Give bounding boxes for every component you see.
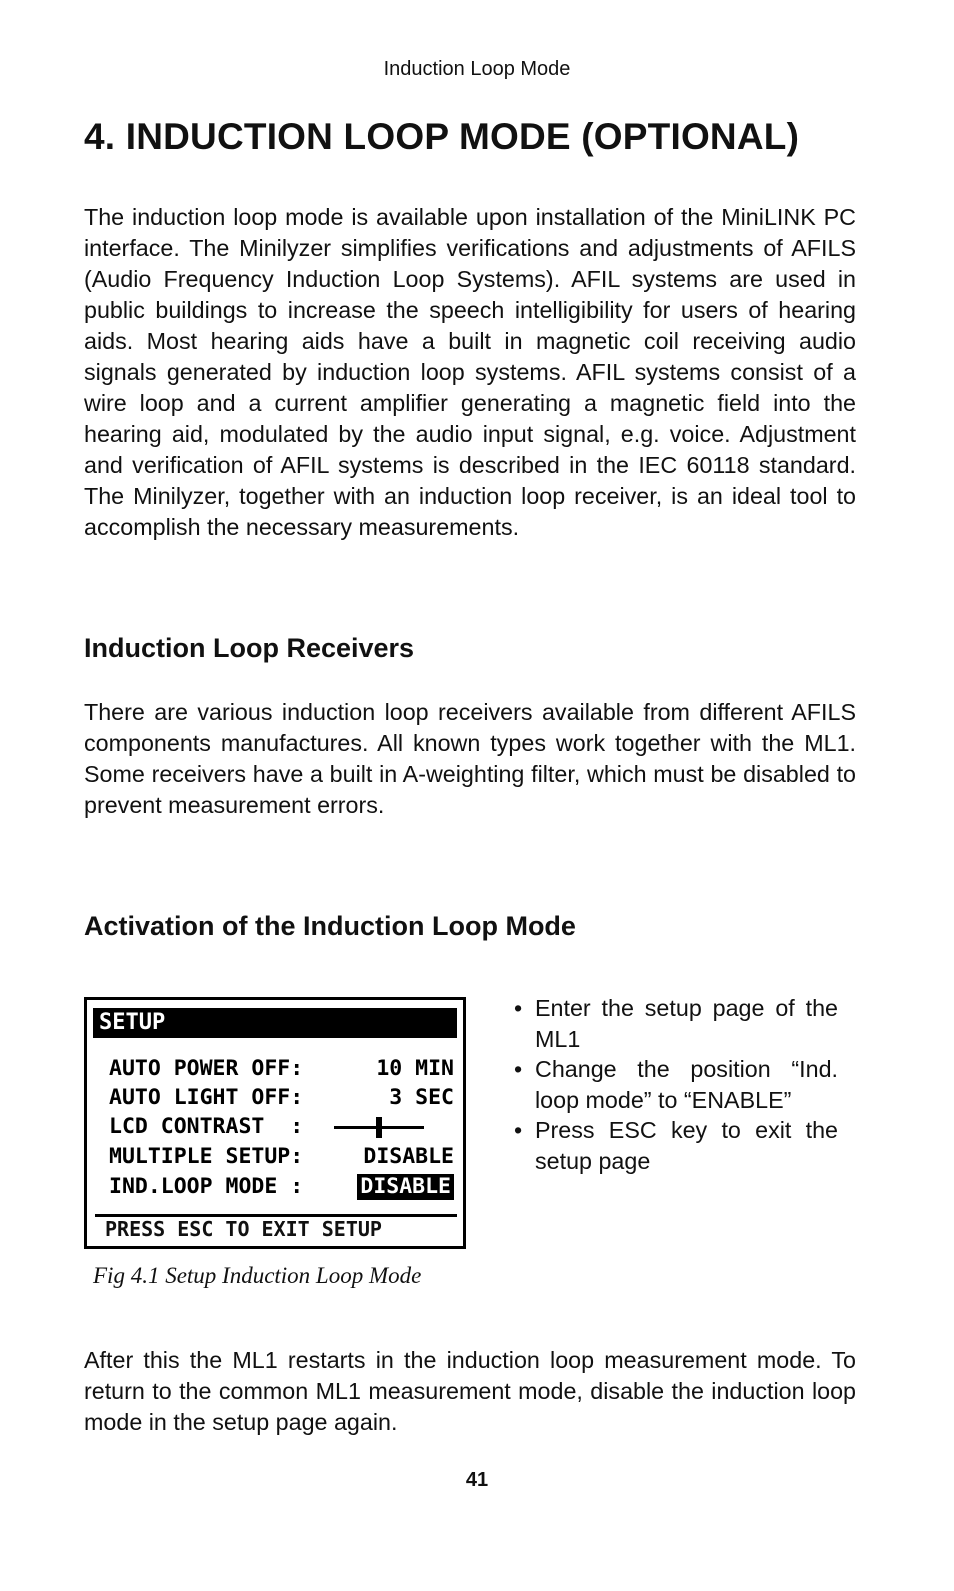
receivers-paragraph: There are various induction loop receivers available from different AFILS components manufactures. All known types work together with the ML1. Some receivers have a built in A-weighting filter, which must be disabled to prevent measurement errors. [84,699,856,818]
lcd-row-auto-light-off [109,1084,454,1112]
receivers-heading: Induction Loop Receivers [84,633,415,663]
page-number: 41 [465,1469,489,1491]
lcd-title-bar: SETUP [93,1008,457,1038]
lcd-row-ind-loop-mode [109,1173,454,1201]
lcd-row-auto-power-off [109,1055,454,1083]
list-item-text: Press ESC key to exit the setup page [535,1117,838,1174]
lcd-footer: PRESS ESC TO EXIT SETUP [105,1217,382,1241]
lcd-row-label: IND.LOOP MODE : [109,1174,304,1199]
lcd-row-multiple-setup [109,1143,454,1171]
bullet-dot: • [514,1056,523,1082]
bullet-dot: • [514,1117,523,1143]
lcd-row-label: LCD CONTRAST : [109,1114,304,1139]
list-item-text: Enter the setup page of the ML1 [535,995,838,1052]
list-item [512,1054,838,1115]
lcd-row-label: AUTO POWER OFF: [109,1056,304,1081]
lcd-row-value: 10 MIN [376,1056,454,1081]
activation-steps [512,993,838,1176]
contrast-slider-knob [376,1117,382,1138]
bullet-dot: • [514,995,523,1021]
chapter-title: 4. INDUCTION LOOP MODE (OPTIONAL) [84,116,800,157]
lcd-row-label: MULTIPLE SETUP: [109,1144,304,1169]
figure-caption: Fig 4.1 Setup Induction Loop Mode [93,1263,422,1288]
intro-paragraph: The induction loop mode is available upon installation of the MiniLINK PC interface. The Minilyzer simplifies verifications and adjustments of AFILS (Audio Frequency Induction Loop Systems). AFIL systems are used in public buildings to increase the speech intelligibility for users of hearing aids. Most hearing aids have a built in magnetic coil receiving audio signals generated by induction loop systems. AFIL systems consist of a wire loop and a current amplifier generating a magnetic field into the hearing aid, modulated by the audio input signal, e.g. voice. Adjustment and verification of AFIL systems is described in the IEC 60118 standard. The Minilyzer, together with an induction loop receiver, is an ideal tool to accomplish the necessary measurements. [84,204,856,540]
lcd-row-lcd-contrast [109,1113,454,1141]
setup-lcd-screen [84,997,466,1249]
lcd-row-value: DISABLE [363,1144,454,1169]
list-item [512,993,838,1054]
lcd-row-value-selected: DISABLE [357,1174,454,1200]
closing-paragraph: After this the ML1 restarts in the induction loop measurement mode. To return to the common ML1 measurement mode, disable the induction loop mode in the setup page again. [84,1347,856,1435]
activation-heading: Activation of the Induction Loop Mode [84,911,576,941]
lcd-row-value: 3 SEC [389,1085,454,1110]
list-item-text: Change the position “Ind. loop mode” to “ENABLE” [535,1056,838,1113]
list-item [512,1115,838,1176]
contrast-slider [334,1126,424,1129]
running-head: Induction Loop Mode [383,58,571,80]
lcd-row-label: AUTO LIGHT OFF: [109,1085,304,1110]
